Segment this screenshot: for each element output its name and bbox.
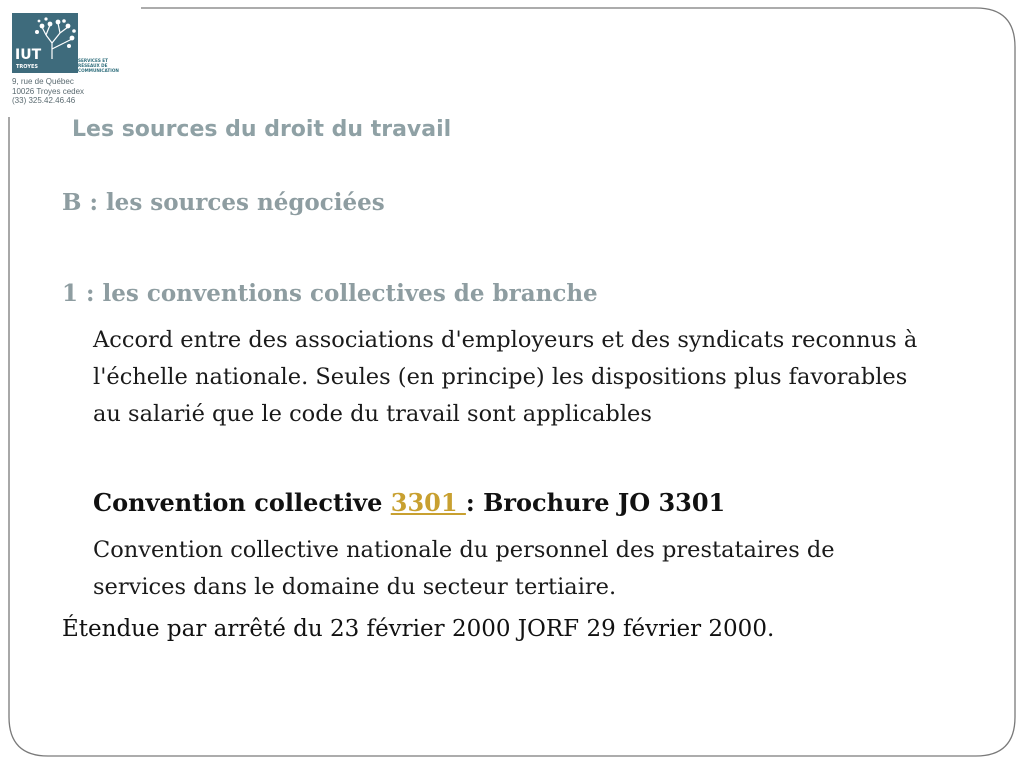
accord-line: Accord entre des associations d'employeurs et des syndicats reconnus à [93, 327, 918, 353]
convention-line [93, 488, 725, 517]
convention-description [93, 532, 983, 606]
svg-text:TROYES: TROYES [16, 64, 38, 70]
convention-suffix: : Brochure JO 3301 [465, 488, 726, 517]
logo-tagline-line: SERVICES ET [78, 58, 109, 63]
convention-desc-line: services dans le domaine du secteur tertiaire. [93, 574, 617, 600]
convention-desc-line: Convention collective nationale du personnel des prestataires de [93, 537, 835, 563]
convention-3301-link[interactable]: 3301 [390, 488, 466, 517]
accord-line: l'échelle nationale. Seules (en principe) les dispositions plus favorables [93, 364, 908, 390]
section-heading: B : les sources négociées [62, 189, 385, 216]
address-line: 10026 Troyes cedex [12, 86, 85, 96]
accord-paragraph [93, 322, 983, 433]
etendue-text: Étendue par arrêté du 23 février 2000 JORF 29 février 2000. [62, 616, 775, 642]
logo-tagline-line: RÉSEAUX DE [78, 63, 108, 68]
address-line: 9, rue de Québec [12, 77, 74, 86]
slide-title: Les sources du droit du travail [72, 117, 452, 142]
logo-tagline-line: COMMUNICATION [78, 68, 119, 73]
subsection-heading: 1 : les conventions collectives de branche [62, 280, 598, 307]
svg-text:IUT: IUT [15, 47, 42, 63]
accord-line: au salarié que le code du travail sont applicables [93, 401, 652, 427]
convention-prefix: Convention collective [93, 488, 391, 517]
address-line: (33) 325.42.46.46 [12, 96, 76, 105]
